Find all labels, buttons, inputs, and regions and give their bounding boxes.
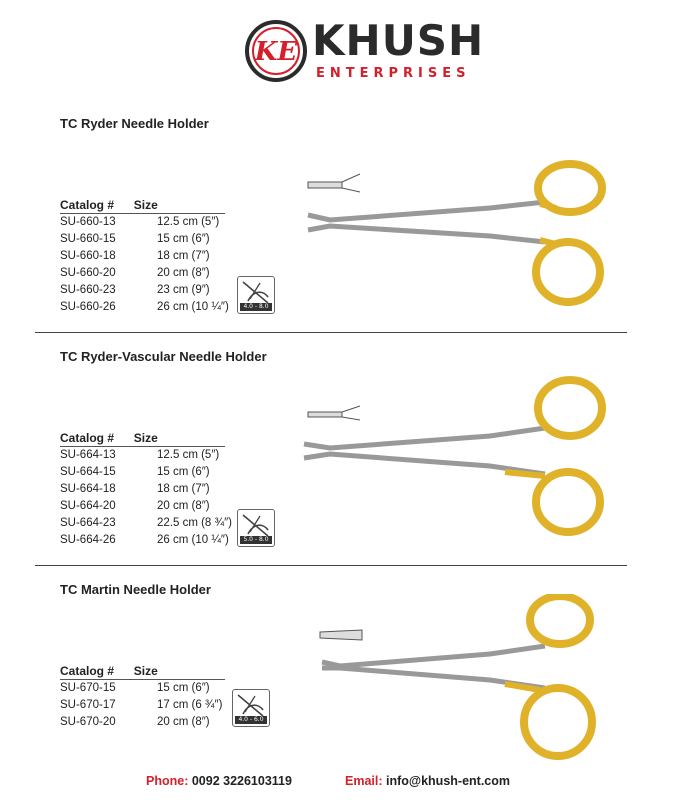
size-cell: 20 cm (8″) <box>157 267 210 279</box>
catalog-cell: SU-660-18 <box>60 250 116 262</box>
catalog-header: Catalog # <box>60 664 115 678</box>
size-header: Size <box>133 198 158 212</box>
size-cell: 22.5 cm (8 ¾″) <box>157 517 233 529</box>
needle-holder-ryder-vascular-image <box>300 372 620 550</box>
table-row <box>60 231 277 248</box>
size-cell: 20 cm (8″) <box>157 716 210 728</box>
size-cell: 12.5 cm (5″) <box>157 449 220 461</box>
size-header: Size <box>133 431 158 445</box>
email-address[interactable]: info@khush-ent.com <box>386 774 510 788</box>
size-cell: 23 cm (9″) <box>157 284 210 296</box>
size-cell: 17 cm (6 ¾″) <box>157 699 223 711</box>
badge-label: 4.0 - 8.0 <box>240 303 272 311</box>
catalog-cell: SU-670-20 <box>60 716 116 728</box>
size-cell: 15 cm (6″) <box>157 466 210 478</box>
suture-size-badge-icon <box>237 509 275 547</box>
size-cell: 12.5 cm (5″) <box>157 216 220 228</box>
size-cell: 26 cm (10 ¼″) <box>157 301 229 313</box>
phone-contact <box>146 774 292 788</box>
size-cell: 15 cm (6″) <box>157 233 210 245</box>
section-divider <box>35 332 627 333</box>
needle-holder-martin-image <box>300 594 620 766</box>
table-row <box>60 481 277 498</box>
section-title-ryder-vascular: TC Ryder-Vascular Needle Holder <box>60 349 267 364</box>
phone-number[interactable]: 0092 3226103119 <box>191 774 292 788</box>
catalog-header: Catalog # <box>60 198 115 212</box>
email-label: Email: <box>345 774 383 788</box>
catalog-cell: SU-664-13 <box>60 449 116 461</box>
email-contact <box>345 774 510 788</box>
catalog-cell: SU-660-20 <box>60 267 116 279</box>
suture-size-badge-icon <box>237 276 275 314</box>
catalog-cell: SU-664-23 <box>60 517 116 529</box>
catalog-cell: SU-660-23 <box>60 284 116 296</box>
catalog-cell: SU-664-20 <box>60 500 116 512</box>
section-divider <box>35 565 627 566</box>
table-header <box>60 431 225 447</box>
suture-size-badge-icon <box>232 689 270 727</box>
table-row <box>60 447 277 464</box>
size-cell: 18 cm (7″) <box>157 250 210 262</box>
logo-monogram: KE <box>254 37 298 67</box>
phone-label: Phone: <box>146 774 189 788</box>
catalog-cell: SU-660-26 <box>60 301 116 313</box>
table-row <box>60 214 277 231</box>
table-row <box>60 248 277 265</box>
catalog-cell: SU-664-15 <box>60 466 116 478</box>
section-title-martin: TC Martin Needle Holder <box>60 582 211 597</box>
size-cell: 18 cm (7″) <box>157 483 210 495</box>
size-cell: 26 cm (10 ¼″) <box>157 534 229 546</box>
size-header: Size <box>133 664 158 678</box>
logo-emblem <box>245 20 307 82</box>
table-row <box>60 464 277 481</box>
brand-tagline: ENTERPRISES <box>316 66 471 81</box>
table-header <box>60 664 225 680</box>
section-title-ryder: TC Ryder Needle Holder <box>60 116 209 131</box>
catalog-cell: SU-670-15 <box>60 682 116 694</box>
needle-holder-ryder-image <box>300 160 620 320</box>
size-cell: 20 cm (8″) <box>157 500 210 512</box>
brand-name: KHUSH <box>312 16 485 65</box>
badge-label: 5.0 - 8.0 <box>240 536 272 544</box>
badge-label: 4.0 - 6.0 <box>235 716 267 724</box>
size-cell: 15 cm (6″) <box>157 682 210 694</box>
catalog-cell: SU-664-18 <box>60 483 116 495</box>
table-header <box>60 198 225 214</box>
brand-logo <box>0 8 689 88</box>
catalog-cell: SU-670-17 <box>60 699 116 711</box>
catalog-cell: SU-660-15 <box>60 233 116 245</box>
catalog-header: Catalog # <box>60 431 115 445</box>
catalog-cell: SU-660-13 <box>60 216 116 228</box>
catalog-cell: SU-664-26 <box>60 534 116 546</box>
